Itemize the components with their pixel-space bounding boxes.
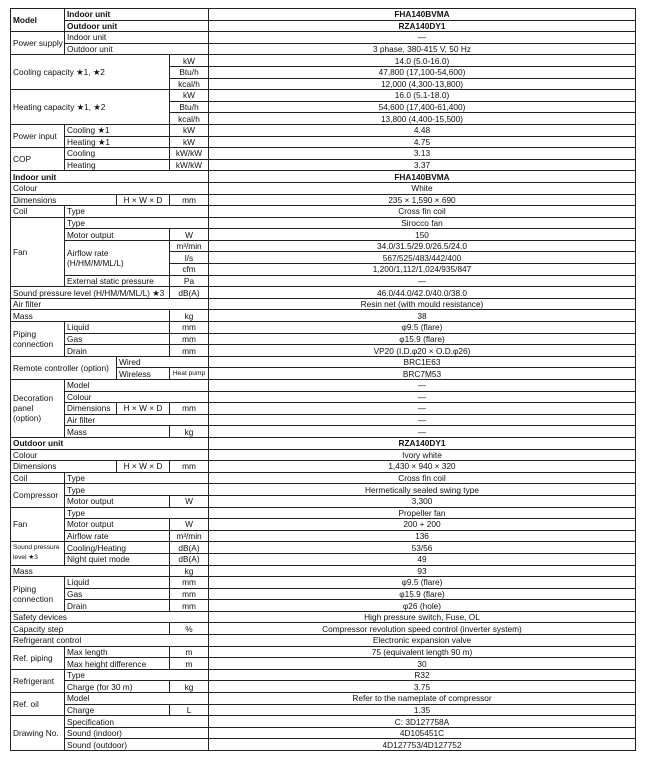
row-label: Coil: [11, 206, 65, 218]
sub-label: Drain: [65, 345, 170, 357]
value: 13,800 (4,400-15,500): [209, 113, 636, 125]
value: 1,200/1,112/1,024/935/847: [209, 264, 636, 276]
sub-label: H × W × D: [117, 403, 170, 415]
table-row: [11, 380, 636, 392]
unit: kg: [170, 426, 209, 438]
unit: mm: [170, 403, 209, 415]
unit: kW: [170, 55, 209, 67]
unit: cfm: [170, 264, 209, 276]
sub-label: Type: [65, 484, 209, 496]
table-row: [11, 20, 636, 32]
sub-label: Mass: [65, 426, 170, 438]
table-row: [11, 588, 636, 600]
value: 4.48: [209, 124, 636, 136]
value: 4D105451C: [209, 727, 636, 739]
row-label: Model: [11, 9, 65, 32]
unit: Btu/h: [170, 101, 209, 113]
table-row: [11, 484, 636, 496]
sub-label: Motor output: [65, 229, 170, 241]
sub-label: Cooling: [65, 148, 170, 160]
sub-label: Max height difference: [65, 658, 170, 670]
table-row: [11, 646, 636, 658]
value: High pressure switch, Fuse, OL: [209, 611, 636, 623]
table-row: [11, 136, 636, 148]
table-row: [11, 623, 636, 635]
table-row: [11, 356, 636, 368]
sub-label: Max length: [65, 646, 170, 658]
value: 150: [209, 229, 636, 241]
value: —: [209, 275, 636, 287]
table-row: [11, 229, 636, 241]
row-label: Ref. oil: [11, 693, 65, 716]
value: BRC1E63: [209, 356, 636, 368]
unit: kcal/h: [170, 78, 209, 90]
sub-label: Outdoor unit: [65, 43, 209, 55]
sub-label: Charge (for 30 m): [65, 681, 170, 693]
unit: mm: [170, 333, 209, 345]
table-row: [11, 345, 636, 357]
row-label: Compressor: [11, 484, 65, 507]
table-row: [11, 658, 636, 670]
unit: mm: [170, 322, 209, 334]
value: 567/525/483/442/400: [209, 252, 636, 264]
unit: kW/kW: [170, 159, 209, 171]
table-row: [11, 32, 636, 44]
value: —: [209, 32, 636, 44]
value: 54,600 (17,400-61,400): [209, 101, 636, 113]
table-row: [11, 287, 636, 299]
unit: l/s: [170, 252, 209, 264]
row-label: Refrigerant: [11, 669, 65, 692]
table-row: [11, 519, 636, 531]
sub-label: H × W × D: [117, 194, 170, 206]
row-label: Power supply: [11, 32, 65, 55]
table-row: [11, 275, 636, 287]
value: 4D127753/4D127752: [209, 739, 636, 751]
table-row: [11, 9, 636, 21]
unit: kW/kW: [170, 148, 209, 160]
table-row: [11, 611, 636, 623]
table-row: [11, 565, 636, 577]
value: 53/56: [209, 542, 636, 554]
value: 38: [209, 310, 636, 322]
table-row: [11, 577, 636, 589]
unit: kW: [170, 136, 209, 148]
row-label: COP: [11, 148, 65, 171]
unit: dB(A): [170, 553, 209, 565]
row-label: Sound pressure level ★3: [11, 542, 65, 565]
value: 3.75: [209, 681, 636, 693]
sub-label: Type: [65, 472, 209, 484]
row-label: Decoration panel (option): [11, 380, 65, 438]
sub-label: Wireless: [117, 368, 170, 380]
section-title: Indoor unit: [11, 171, 209, 183]
row-label: Piping connection: [11, 322, 65, 357]
row-label: Air filter: [11, 298, 209, 310]
table-row: [11, 716, 636, 728]
row-label: Piping connection: [11, 577, 65, 612]
table-row: [11, 403, 636, 415]
value: φ15.9 (flare): [209, 333, 636, 345]
sub-label: Liquid: [65, 577, 170, 589]
row-label: Heating capacity ★1, ★2: [11, 90, 170, 125]
unit: mm: [170, 345, 209, 357]
table-row: [11, 472, 636, 484]
row-label: Dimensions: [11, 194, 117, 206]
table-row: [11, 739, 636, 751]
sub-label: Drain: [65, 600, 170, 612]
table-row: [11, 322, 636, 334]
value: φ26 (hole): [209, 600, 636, 612]
table-row: [11, 461, 636, 473]
row-label: Drawing No.: [11, 716, 65, 751]
unit: mm: [170, 588, 209, 600]
table-row: [11, 693, 636, 705]
value: 46.0/44.0/42.0/40.0/38.0: [209, 287, 636, 299]
sub-label: Gas: [65, 333, 170, 345]
table-row: [11, 449, 636, 461]
sub-label: Liquid: [65, 322, 170, 334]
table-row: [11, 182, 636, 194]
sub-label: Sound (indoor): [65, 727, 209, 739]
unit: mm: [170, 194, 209, 206]
section-title: Outdoor unit: [11, 437, 209, 449]
unit: kW: [170, 124, 209, 136]
table-row: [11, 194, 636, 206]
sub-label: Gas: [65, 588, 170, 600]
value: Compressor revolution speed control (inverter system): [209, 623, 636, 635]
sub-label: Specification: [65, 716, 209, 728]
unit: m: [170, 646, 209, 658]
value: 3.37: [209, 159, 636, 171]
unit: W: [170, 519, 209, 531]
value: φ9.5 (flare): [209, 577, 636, 589]
value: VP20 (I.D.φ20 × O.D.φ26): [209, 345, 636, 357]
unit: dB(A): [170, 287, 209, 299]
row-label: Mass: [11, 565, 170, 577]
sub-label: Type: [65, 206, 209, 218]
row-label: Coil: [11, 472, 65, 484]
row-label: Colour: [11, 182, 209, 194]
value: 4.75: [209, 136, 636, 148]
sub-label: Sound (outdoor): [65, 739, 209, 751]
value: 136: [209, 530, 636, 542]
unit: Pa: [170, 275, 209, 287]
row-label: Refrigerant control: [11, 635, 209, 647]
table-row: [11, 681, 636, 693]
value: R32: [209, 669, 636, 681]
value: 49: [209, 553, 636, 565]
sub-label: Outdoor unit: [65, 20, 209, 32]
value: BRC7M53: [209, 368, 636, 380]
sub-label: Model: [65, 693, 209, 705]
section-header: [11, 437, 636, 449]
row-label: Remote controller (option): [11, 356, 117, 379]
unit: Btu/h: [170, 66, 209, 78]
value: Electronic expansion valve: [209, 635, 636, 647]
sub-label: Cooling/Heating: [65, 542, 170, 554]
value: 16.0 (5.1-18.0): [209, 90, 636, 102]
unit: mm: [170, 461, 209, 473]
sub-label: Wired: [117, 356, 209, 368]
table-row: [11, 159, 636, 171]
table-row: [11, 669, 636, 681]
table-row: [11, 530, 636, 542]
value: C: 3D127758A: [209, 716, 636, 728]
value: 235 × 1,590 × 690: [209, 194, 636, 206]
value: —: [209, 391, 636, 403]
sub-label: External static pressure: [65, 275, 170, 287]
value: —: [209, 380, 636, 392]
row-label: Cooling capacity ★1, ★2: [11, 55, 170, 90]
value: —: [209, 403, 636, 415]
table-row: [11, 635, 636, 647]
spec-table: [10, 8, 636, 751]
unit: mm: [170, 577, 209, 589]
value: 34.0/31.5/29.0/26.5/24.0: [209, 240, 636, 252]
sub-label: Motor output: [65, 519, 170, 531]
table-row: [11, 507, 636, 519]
unit: W: [170, 229, 209, 241]
value: 93: [209, 565, 636, 577]
table-row: [11, 206, 636, 218]
table-row: [11, 414, 636, 426]
unit: %: [170, 623, 209, 635]
row-label: Fan: [11, 507, 65, 542]
value: Ivory white: [209, 449, 636, 461]
section-header: [11, 171, 636, 183]
value: Resin net (with mould resistance): [209, 298, 636, 310]
sub-label: Night quiet mode: [65, 553, 170, 565]
sub-label: Air filter: [65, 414, 209, 426]
table-row: [11, 542, 636, 554]
unit: kg: [170, 681, 209, 693]
sub-label: H × W × D: [117, 461, 170, 473]
row-label: Capacity step: [11, 623, 170, 635]
sub-label: Type: [65, 669, 209, 681]
unit: kg: [170, 310, 209, 322]
value: 47,800 (17,100-54,600): [209, 66, 636, 78]
table-row: [11, 43, 636, 55]
table-row: [11, 310, 636, 322]
unit: W: [170, 495, 209, 507]
value: 3,300: [209, 495, 636, 507]
unit: kcal/h: [170, 113, 209, 125]
sub-label: Indoor unit: [65, 9, 209, 21]
table-row: [11, 704, 636, 716]
sub-label: Heating: [65, 159, 170, 171]
sub-label: Cooling ★1: [65, 124, 170, 136]
value: Cross fin coil: [209, 472, 636, 484]
unit: kW: [170, 90, 209, 102]
value: Propeller fan: [209, 507, 636, 519]
value: φ15.9 (flare): [209, 588, 636, 600]
table-row: [11, 600, 636, 612]
value: Cross fin coil: [209, 206, 636, 218]
value: RZA140DY1: [209, 20, 636, 32]
row-label: Fan: [11, 217, 65, 287]
table-row: [11, 90, 636, 102]
table-row: [11, 148, 636, 160]
value: φ9.5 (flare): [209, 322, 636, 334]
sub-label: Type: [65, 217, 209, 229]
row-label: Colour: [11, 449, 209, 461]
value: FHA140BVMA: [209, 171, 636, 183]
value: 3 phase, 380-415 V, 50 Hz: [209, 43, 636, 55]
value: FHA140BVMA: [209, 9, 636, 21]
row-label: Safety devices: [11, 611, 209, 623]
table-row: [11, 298, 636, 310]
value: 30: [209, 658, 636, 670]
sub-label: Motor output: [65, 495, 170, 507]
table-row: [11, 124, 636, 136]
row-label: Dimensions: [11, 461, 117, 473]
table-row: [11, 391, 636, 403]
row-label: Mass: [11, 310, 170, 322]
value: 1.35: [209, 704, 636, 716]
value: White: [209, 182, 636, 194]
table-row: [11, 240, 636, 252]
value: 14.0 (5.0-16.0): [209, 55, 636, 67]
value: —: [209, 426, 636, 438]
sub-label: Colour: [65, 391, 209, 403]
sub-label: Indoor unit: [65, 32, 209, 44]
table-row: [11, 727, 636, 739]
row-label: Power input: [11, 124, 65, 147]
table-row: [11, 333, 636, 345]
table-row: [11, 553, 636, 565]
sub-label: Charge: [65, 704, 170, 716]
table-row: [11, 217, 636, 229]
sub-label: Airflow rate: [65, 530, 170, 542]
sub-label: Dimensions: [65, 403, 117, 415]
sub-label: Model: [65, 380, 209, 392]
unit: m³/min: [170, 530, 209, 542]
unit: dB(A): [170, 542, 209, 554]
sub-label: Type: [65, 507, 209, 519]
row-label: Ref. piping: [11, 646, 65, 669]
unit: Heat pump: [170, 368, 209, 380]
value: 75 (equivalent length 90 m): [209, 646, 636, 658]
value: RZA140DY1: [209, 437, 636, 449]
value: Hermetically sealed swing type: [209, 484, 636, 496]
unit: m: [170, 658, 209, 670]
sub-label: Airflow rate (H/HM/M/ML/L): [65, 240, 170, 275]
value: 200 + 200: [209, 519, 636, 531]
unit: m³/min: [170, 240, 209, 252]
table-row: [11, 426, 636, 438]
value: 12,000 (4,300-13,800): [209, 78, 636, 90]
table-row: [11, 495, 636, 507]
table-row: [11, 55, 636, 67]
unit: kg: [170, 565, 209, 577]
value: Refer to the nameplate of compressor: [209, 693, 636, 705]
sub-label: Heating ★1: [65, 136, 170, 148]
unit: mm: [170, 600, 209, 612]
value: Sirocco fan: [209, 217, 636, 229]
row-label: Sound pressure level (H/HM/M/ML/L) ★3: [11, 287, 170, 299]
value: 3.13: [209, 148, 636, 160]
unit: L: [170, 704, 209, 716]
value: 1,430 × 940 × 320: [209, 461, 636, 473]
value: —: [209, 414, 636, 426]
